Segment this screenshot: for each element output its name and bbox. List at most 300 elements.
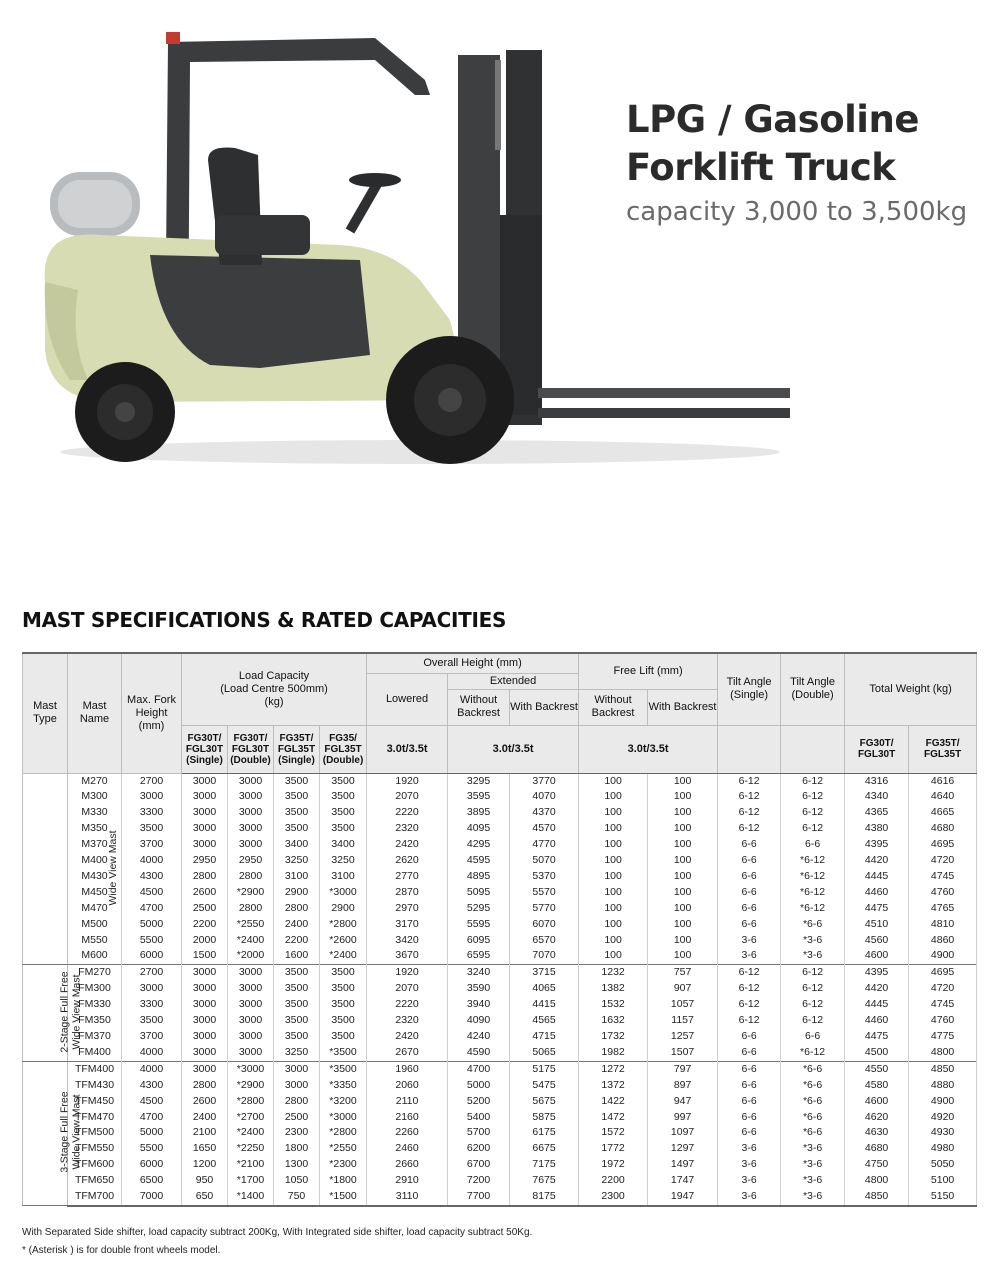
table-cell: 3500 [274,773,320,789]
table-cell: 3500 [274,1013,320,1029]
table-cell: 4745 [909,997,977,1013]
table-cell: 4810 [909,917,977,933]
table-cell: 1747 [648,1173,718,1189]
table-cell: 6-12 [781,773,845,789]
header-lc-col3-model: FG35T/ FGL35T [277,732,316,755]
header-fl-without-backrest: Without Backrest [579,689,648,725]
table-cell: 6-12 [781,805,845,821]
table-cell: 6595 [448,948,510,964]
table-cell: 4570 [510,821,579,837]
table-cell: 4980 [909,1141,977,1157]
table-cell: 4095 [448,821,510,837]
table-cell: 6700 [448,1157,510,1173]
table-cell: 100 [579,901,648,917]
table-cell: 4695 [909,965,977,981]
table-cell: 4000 [122,1045,182,1061]
table-cell: 5370 [510,869,579,885]
table-cell: *2800 [320,917,367,933]
table-cell: FM400 [68,1045,122,1061]
table-cell: 100 [648,869,718,885]
table-cell: 6-12 [718,805,781,821]
table-cell: 3500 [320,773,367,789]
table-cell: 3500 [122,1013,182,1029]
table-cell: 4475 [845,901,909,917]
table-cell: 2070 [367,981,448,997]
table-cell: 2060 [367,1078,448,1094]
table-cell: 2320 [367,821,448,837]
table-cell: 4760 [909,885,977,901]
table-cell: *6-6 [781,1078,845,1094]
header-tilt-single: Tilt Angle (Single) [718,653,781,725]
table-cell: 2160 [367,1110,448,1126]
table-cell: 2460 [367,1141,448,1157]
table-cell: 3940 [448,997,510,1013]
table-cell: *2400 [228,1125,274,1141]
table-cell: 4700 [448,1061,510,1077]
table-cell: 1297 [648,1141,718,1157]
table-cell: FM300 [68,981,122,997]
table-cell: *3-6 [781,1173,845,1189]
table-cell: 1650 [182,1141,228,1157]
table-cell: 3595 [448,789,510,805]
table-cell: 4765 [909,901,977,917]
table-cell: 1572 [579,1125,648,1141]
table-cell: 4930 [909,1125,977,1141]
table-cell: 3-6 [718,1189,781,1206]
table-cell: 6200 [448,1141,510,1157]
header-oh-without-backrest: Without Backrest [448,689,510,725]
table-cell: 3500 [274,1029,320,1045]
table-cell: 100 [648,948,718,964]
table-cell: 6-6 [718,1078,781,1094]
table-cell: 1232 [579,965,648,981]
table-cell: 4415 [510,997,579,1013]
table-cell: 3700 [122,1029,182,1045]
table-cell: 3500 [320,997,367,1013]
table-cell: 1732 [579,1029,648,1045]
table-cell: 6-6 [718,1029,781,1045]
table-cell: 1300 [274,1157,320,1173]
table-cell: 6-12 [718,997,781,1013]
table-cell: 6-6 [718,853,781,869]
header-free-lift: Free Lift (mm) [579,653,718,689]
table-cell: 7700 [448,1189,510,1206]
table-cell: 2300 [274,1125,320,1141]
table-cell: 6-12 [718,789,781,805]
table-cell: 3500 [274,789,320,805]
table-cell: 100 [579,948,648,964]
table-cell: 4380 [845,821,909,837]
table-cell: 7070 [510,948,579,964]
header-lc-col3 [274,725,320,773]
table-cell: 1800 [274,1141,320,1157]
table-cell: 1772 [579,1141,648,1157]
table-cell: 3000 [182,837,228,853]
table-cell: 4920 [909,1110,977,1126]
table-cell: 757 [648,965,718,981]
table-cell: FM350 [68,1013,122,1029]
table-cell: 100 [648,917,718,933]
table-cell: 3250 [320,853,367,869]
header-fl-model: 3.0t/3.5t [579,725,718,773]
table-cell: 2420 [367,837,448,853]
table-cell: 2600 [182,885,228,901]
table-cell: 3500 [320,981,367,997]
table-cell: 4565 [510,1013,579,1029]
table-cell: 5475 [510,1078,579,1094]
table-cell: *3000 [320,1110,367,1126]
table-cell: 4475 [845,1029,909,1045]
table-cell: 7675 [510,1173,579,1189]
table-cell: 2320 [367,1013,448,1029]
table-cell: 3000 [228,789,274,805]
table-cell: 4665 [909,805,977,821]
table-cell: *2800 [228,1094,274,1110]
table-cell: 3000 [182,821,228,837]
table-cell: 3000 [122,981,182,997]
table-cell: 6-12 [718,1013,781,1029]
table-cell: 2870 [367,885,448,901]
table-cell: 1507 [648,1045,718,1061]
table-cell: *1800 [320,1173,367,1189]
table-cell: *1700 [228,1173,274,1189]
header-overall-height: Overall Height (mm) [367,653,579,673]
table-cell: 5000 [122,917,182,933]
table-cell: *3-6 [781,1189,845,1206]
table-cell: TFM430 [68,1078,122,1094]
table-cell: 3000 [182,805,228,821]
table-cell: 2000 [182,933,228,949]
table-row [23,805,977,821]
table-cell: 7000 [122,1189,182,1206]
table-row [23,1157,977,1173]
hero-subtitle: capacity 3,000 to 3,500kg [626,197,968,227]
table-cell: 4065 [510,981,579,997]
table-cell: 6-12 [781,821,845,837]
table-row [23,1189,977,1206]
table-cell: 1057 [648,997,718,1013]
table-cell: 1472 [579,1110,648,1126]
table-cell: 4445 [845,869,909,885]
table-cell: *3500 [320,1045,367,1061]
table-cell: 1947 [648,1189,718,1206]
table-cell: 4395 [845,965,909,981]
table-row [23,837,977,853]
table-body [23,773,977,1206]
table-cell: 6095 [448,933,510,949]
header-load-capacity-l2: (Load Centre 500mm) [220,682,328,695]
table-cell: 6-6 [781,837,845,853]
table-cell: 4680 [909,821,977,837]
table-cell: 5570 [510,885,579,901]
table-cell: 2400 [182,1110,228,1126]
table-cell: 100 [648,853,718,869]
table-cell: *2550 [320,1141,367,1157]
table-cell: 6000 [122,948,182,964]
table-cell: 3715 [510,965,579,981]
table-row [23,1125,977,1141]
table-cell: 2500 [274,1110,320,1126]
table-cell: *3-6 [781,948,845,964]
table-cell: 4775 [909,1029,977,1045]
table-cell: 2670 [367,1045,448,1061]
table-cell: 4700 [122,1110,182,1126]
table-cell: 3400 [320,837,367,853]
table-cell: 6-12 [781,1013,845,1029]
table-cell: 4680 [845,1141,909,1157]
table-cell: *2400 [320,948,367,964]
table-cell: 3400 [274,837,320,853]
table-cell: 1600 [274,948,320,964]
table-cell: 6-12 [781,981,845,997]
header-oh-extended-model: 3.0t/3.5t [448,725,579,773]
table-cell: 3295 [448,773,510,789]
table-cell: 2800 [182,1078,228,1094]
table-cell: 3895 [448,805,510,821]
table-cell: 2950 [182,853,228,869]
table-cell: 2660 [367,1157,448,1173]
table-cell: 1500 [182,948,228,964]
header-tw-col1: FG30T/ FGL30T [845,725,909,773]
table-cell: M400 [68,853,122,869]
table-cell: 3000 [182,1061,228,1077]
table-cell: 1972 [579,1157,648,1173]
table-cell: 4900 [909,1094,977,1110]
table-cell: 2900 [320,901,367,917]
table-cell: *3500 [320,1061,367,1077]
table-cell: FM330 [68,997,122,1013]
table-cell: 100 [579,789,648,805]
header-tilt-single-blank [718,725,781,773]
table-cell: 750 [274,1189,320,1206]
table-cell: TFM500 [68,1125,122,1141]
table-cell: 1257 [648,1029,718,1045]
table-cell: 2800 [182,869,228,885]
table-cell: 947 [648,1094,718,1110]
section-title: MAST SPECIFICATIONS & RATED CAPACITIES [22,608,507,632]
table-cell: *2700 [228,1110,274,1126]
header-tilt-double-blank [781,725,845,773]
table-cell: 3110 [367,1189,448,1206]
table-row [23,1013,977,1029]
table-cell: 3500 [320,805,367,821]
table-cell: *3000 [320,885,367,901]
table-cell: 4600 [845,1094,909,1110]
table-cell: 4600 [845,948,909,964]
table-cell: 6-6 [718,1110,781,1126]
table-cell: 5000 [122,1125,182,1141]
hero-title-block [626,96,986,230]
table-cell: 5175 [510,1061,579,1077]
mast-type-group-cell [23,965,83,1061]
table-cell: 100 [648,837,718,853]
table-cell: 5200 [448,1094,510,1110]
table-cell: 3770 [510,773,579,789]
table-cell: 3100 [274,869,320,885]
table-cell: 3000 [182,1029,228,1045]
header-max-fork-height: Max. Fork Height (mm) [122,653,182,773]
table-cell: 100 [648,821,718,837]
header-lc-col2 [228,725,274,773]
table-cell: 5050 [909,1157,977,1173]
table-cell: 3500 [122,821,182,837]
table-cell: 2100 [182,1125,228,1141]
table-cell: *6-12 [781,885,845,901]
table-cell: 6-6 [718,869,781,885]
header-mast-type: Mast Type [23,653,68,773]
hero-section [0,0,1000,560]
table-cell: 4720 [909,981,977,997]
table-cell: 4590 [448,1045,510,1061]
table-cell: 4300 [122,869,182,885]
table-cell: 100 [648,789,718,805]
table-row [23,853,977,869]
table-cell: 3500 [320,965,367,981]
table-cell: M430 [68,869,122,885]
table-cell: 4500 [122,885,182,901]
table-cell: M470 [68,901,122,917]
table-row [23,901,977,917]
table-cell: 950 [182,1173,228,1189]
table-cell: 7175 [510,1157,579,1173]
table-row [23,1078,977,1094]
table-cell: 3000 [228,805,274,821]
table-row [23,869,977,885]
table-cell: TFM450 [68,1094,122,1110]
header-lowered: Lowered [367,673,448,725]
table-cell: 6000 [122,1157,182,1173]
table-cell: 3000 [228,1013,274,1029]
table-cell: *1500 [320,1189,367,1206]
table-row [23,1141,977,1157]
footnote-asterisk: * (Asterisk ) is for double front wheels model. [22,1245,221,1256]
table-cell: 6-6 [718,837,781,853]
hero-title-line1: LPG / Gasoline [626,98,919,141]
table-cell: 4000 [122,853,182,869]
table-cell: 3670 [367,948,448,964]
table-cell: 4240 [448,1029,510,1045]
mast-type-label: Wide View Mast [107,830,119,906]
table-cell: 3000 [228,965,274,981]
table-cell: 1097 [648,1125,718,1141]
table-cell: 3500 [320,1013,367,1029]
table-cell: 3000 [274,1061,320,1077]
table-cell: 4800 [909,1045,977,1061]
table-cell: 3170 [367,917,448,933]
table-cell: 1960 [367,1061,448,1077]
table-row [23,1173,977,1189]
table-cell: 6-6 [718,1125,781,1141]
table-cell: 2700 [122,965,182,981]
table-cell: 1920 [367,773,448,789]
table-cell: 100 [648,885,718,901]
table-cell: 6570 [510,933,579,949]
table-cell: 100 [579,885,648,901]
table-row [23,997,977,1013]
table-cell: 6-12 [781,965,845,981]
header-lc-col2-sub: (Double) [230,754,271,766]
table-cell: 3500 [274,965,320,981]
table-cell: 4760 [909,1013,977,1029]
table-cell: *3200 [320,1094,367,1110]
table-cell: 4316 [845,773,909,789]
table-cell: 5770 [510,901,579,917]
header-tw-col2: FG35T/ FGL35T [909,725,977,773]
footnote-side-shifter: With Separated Side shifter, load capacity subtract 200Kg, With Integrated side shifter, load capacity subtract 50Kg. [22,1227,533,1238]
table-cell: 3240 [448,965,510,981]
table-cell: TFM650 [68,1173,122,1189]
table-cell: 6-12 [718,821,781,837]
header-fl-with-backrest: With Backrest [648,689,718,725]
table-cell: *3-6 [781,1157,845,1173]
table-cell: *3000 [228,1061,274,1077]
table-cell: 4295 [448,837,510,853]
table-cell: 907 [648,981,718,997]
table-cell: 3000 [182,789,228,805]
table-cell: 5070 [510,853,579,869]
table-cell: 4500 [122,1094,182,1110]
table-cell: 4616 [909,773,977,789]
table-cell: 2500 [182,901,228,917]
table-cell: 4365 [845,805,909,821]
table-cell: 4460 [845,1013,909,1029]
table-cell: TFM470 [68,1110,122,1126]
table-cell: 2970 [367,901,448,917]
table-cell: *3-6 [781,1141,845,1157]
table-cell: M500 [68,917,122,933]
header-lc-col1-sub: (Single) [186,754,223,766]
table-cell: 4895 [448,869,510,885]
header-oh-with-backrest: With Backrest [510,689,579,725]
forklift-image [30,20,790,480]
table-cell: 2910 [367,1173,448,1189]
table-cell: 3-6 [718,1157,781,1173]
table-cell: 2300 [579,1189,648,1206]
table-cell: 4900 [909,948,977,964]
table-cell: 2800 [274,1094,320,1110]
table-row [23,885,977,901]
table-cell: 3500 [320,821,367,837]
table-cell: 100 [579,805,648,821]
table-cell: 4445 [845,997,909,1013]
table-row [23,965,977,981]
header-lc-col1-model: FG30T/ FGL30T [185,732,224,755]
table-row [23,789,977,805]
table-cell: 2200 [274,933,320,949]
table-cell: 8175 [510,1189,579,1206]
table-cell: *2550 [228,917,274,933]
mast-type-label: 3-Stage Full Free Wide View Mast [58,1091,83,1173]
table-cell: 3000 [228,773,274,789]
hero-title-line2: Forklift Truck [626,146,896,189]
table-cell: 4300 [122,1078,182,1094]
table-cell: M270 [68,773,122,789]
table-cell: 6-6 [718,1094,781,1110]
table-cell: *2100 [228,1157,274,1173]
table-cell: *1400 [228,1189,274,1206]
table-cell: 6-12 [718,773,781,789]
table-cell: 3590 [448,981,510,997]
table-row [23,981,977,997]
table-cell: 2600 [182,1094,228,1110]
table-cell: 650 [182,1189,228,1206]
table-cell: 6500 [122,1173,182,1189]
table-cell: 5095 [448,885,510,901]
table-cell: 997 [648,1110,718,1126]
table-cell: 100 [648,933,718,949]
table-cell: 3000 [182,1013,228,1029]
table-cell: 2260 [367,1125,448,1141]
